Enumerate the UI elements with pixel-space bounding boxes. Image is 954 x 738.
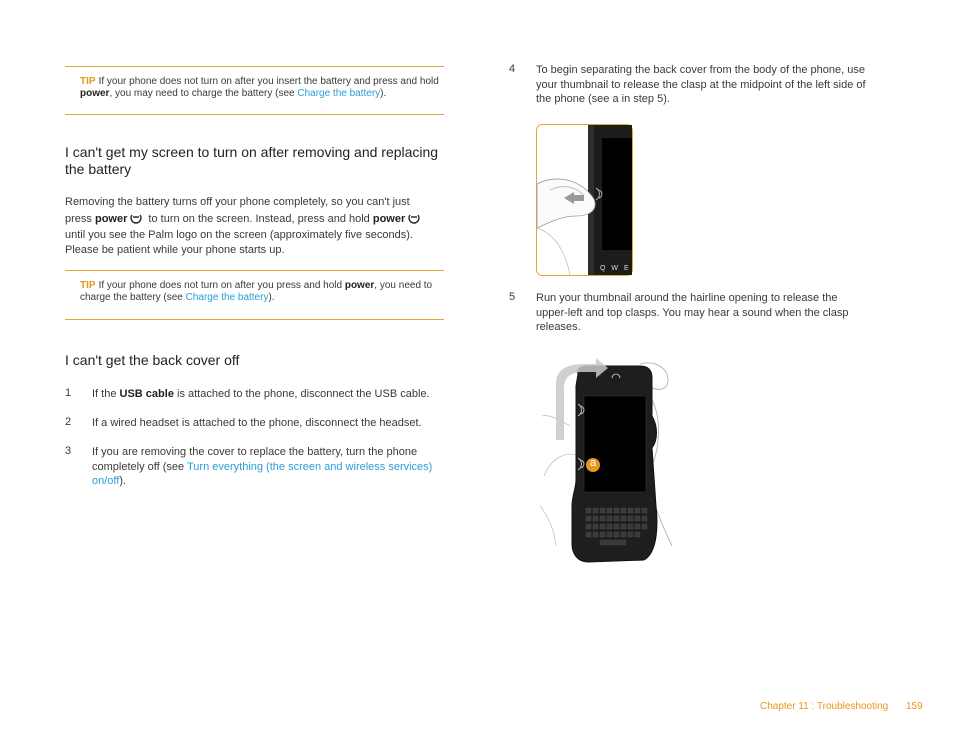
figure-run-thumbnail-around: [540, 356, 685, 568]
tip2-bottom-rule: [65, 319, 444, 320]
charge-battery-link[interactable]: Charge the battery: [297, 88, 381, 99]
tip1-bottom-rule: [65, 114, 444, 115]
figure-thumb-release-clasp: [536, 124, 633, 276]
tip1-label: TIP: [80, 76, 96, 87]
tip2-top-rule: [65, 270, 444, 271]
tip2-label: TIP: [80, 280, 96, 291]
step-number: 2: [65, 416, 72, 428]
step-number: 5: [509, 291, 516, 303]
tip1-top-rule: [65, 66, 444, 67]
callout-a: a: [589, 457, 597, 469]
step-3-text: If you are removing the cover to replace the battery, turn the phone completely off (see Turn everything (the screen and wireless services) on/off).: [92, 446, 433, 487]
charge-battery-link[interactable]: Charge the battery: [185, 292, 269, 303]
power-icon: [129, 210, 143, 229]
step-4-text: To begin separating the back cover from the body of the phone, use your thumbnail to release the clasp at the midpoint of the left side of the phone (see a in step 5).: [536, 64, 866, 105]
section1-paragraph: Removing the battery turns off your phone completely, so you can't just press power to turn on the screen. Instead, press and hold power until you see the Palm logo on the screen (approximately five seconds). Please be patient while your phone starts up.: [65, 195, 445, 257]
tip2: TIP If your phone does not turn on after you press and hold power, you need to charge the battery (see Charge the battery).: [80, 280, 433, 303]
turn-everything-link[interactable]: on/off: [92, 475, 120, 487]
step-number: 4: [509, 63, 516, 75]
step-5-text: Run your thumbnail around the hairline opening to release the upper-left and top clasps. You may hear a sound when the clasp releases.: [536, 292, 849, 333]
step-number: 3: [65, 445, 72, 457]
footer-page-number: 159: [906, 701, 923, 712]
step-2-text: If a wired headset is attached to the phone, disconnect the headset.: [92, 417, 422, 429]
section1-heading: I can't get my screen to turn on after removing and replacing the battery: [65, 144, 439, 177]
tip1: TIP If your phone does not turn on after you insert the battery and press and hold power, you may need to charge the battery (see Charge the battery).: [80, 76, 439, 99]
section2-heading: I can't get the back cover off: [65, 352, 240, 368]
step-number: 1: [65, 387, 72, 399]
power-icon: [407, 210, 421, 229]
step-1-text: If the USB cable is attached to the phone, disconnect the USB cable.: [92, 388, 430, 400]
footer-chapter: Chapter 11 : Troubleshooting: [760, 701, 889, 712]
keyboard-keys: Q W E: [600, 265, 631, 272]
turn-everything-link[interactable]: Turn everything (the screen and wireless services): [186, 460, 433, 473]
